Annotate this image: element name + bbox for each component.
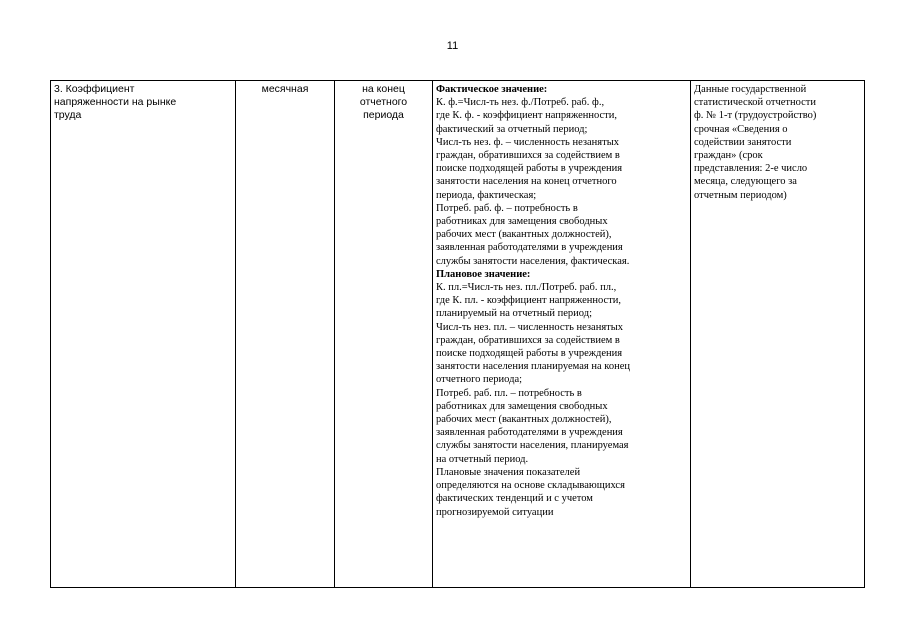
indicator-name-line: труда bbox=[54, 109, 82, 122]
method-line: Плановые значения показателей bbox=[436, 466, 581, 478]
method-line: поиске подходящей работы в учреждения bbox=[436, 348, 623, 360]
method-line: заявленная работодателями в учреждения bbox=[436, 242, 623, 254]
method-line: прогнозируемой ситуации bbox=[436, 506, 554, 518]
plan-lines bbox=[436, 281, 687, 519]
method-line: где К. ф. - коэффициент напряженности, bbox=[436, 110, 617, 122]
indicator-table bbox=[50, 80, 865, 588]
date-line: периода bbox=[363, 109, 404, 122]
method-line: службы занятости населения, фактическая. bbox=[436, 255, 630, 267]
periodicity-text: месячная bbox=[261, 83, 309, 95]
method-line: планируемый на отчетный период; bbox=[436, 308, 592, 320]
indicator-name-line: напряженности на рынке bbox=[54, 96, 177, 109]
source-line: отчетным периодом) bbox=[694, 189, 787, 201]
indicator-name-cell bbox=[51, 81, 236, 588]
method-line: занятости населения планируемая на конец bbox=[436, 361, 630, 373]
source-line: ф. № 1-т (трудоустройство) bbox=[694, 110, 817, 122]
method-line: занятости населения на конец отчетного bbox=[436, 176, 617, 188]
method-line: рабочих мест (вакантных должностей), bbox=[436, 229, 612, 241]
source-cell bbox=[691, 81, 865, 588]
source-line: содействии занятости bbox=[694, 136, 792, 148]
method-line: Потреб. раб. ф. – потребность в bbox=[436, 202, 578, 214]
method-line: периода, фактическая; bbox=[436, 189, 537, 201]
method-line: Числ-ть нез. ф. – численность незанятых bbox=[436, 136, 620, 148]
method-line: отчетного периода; bbox=[436, 374, 523, 386]
source-line: представления: 2-е число bbox=[694, 163, 808, 175]
method-line: определяются на основе складывающихся bbox=[436, 480, 625, 492]
actual-lines bbox=[436, 96, 687, 268]
method-line: К. ф.=Числ-ть нез. ф./Потреб. раб. ф., bbox=[436, 97, 605, 109]
method-line: граждан, обратившихся за содействием в bbox=[436, 150, 620, 162]
method-line: граждан, обратившихся за содействием в bbox=[436, 334, 620, 346]
method-line: работниках для замещения свободных bbox=[436, 400, 608, 412]
method-line: Числ-ть нез. пл. – численность незанятых bbox=[436, 321, 624, 333]
indicator-name-line: 3. Коэффициент bbox=[54, 83, 135, 95]
method-line: К. пл.=Числ-ть нез. пл./Потреб. раб. пл., bbox=[436, 282, 617, 294]
method-line: фактический за отчетный период; bbox=[436, 123, 588, 135]
actual-heading: Фактическое значение: bbox=[436, 84, 548, 95]
method-line: Потреб. раб. пл. – потребность в bbox=[436, 387, 582, 399]
source-line: месяца, следующего за bbox=[694, 176, 797, 188]
source-line: граждан» (срок bbox=[694, 150, 763, 162]
page-number: 11 bbox=[446, 40, 459, 52]
method-cell bbox=[433, 81, 691, 588]
date-cell bbox=[335, 81, 433, 588]
plan-heading: Плановое значение: bbox=[436, 268, 531, 280]
date-line: отчетного bbox=[359, 96, 408, 109]
date-line: на конец bbox=[362, 83, 405, 95]
method-line: на отчетный период. bbox=[436, 453, 529, 465]
method-line: поиске подходящей работы в учреждения bbox=[436, 163, 623, 175]
source-line: срочная «Сведения о bbox=[694, 123, 788, 135]
method-line: рабочих мест (вакантных должностей), bbox=[436, 414, 612, 426]
source-line: статистической отчетности bbox=[694, 97, 816, 109]
method-line: фактических тенденций и с учетом bbox=[436, 493, 593, 505]
method-line: работниках для замещения свободных bbox=[436, 216, 608, 228]
source-line: Данные государственной bbox=[694, 84, 807, 95]
table-row bbox=[51, 81, 865, 588]
method-line: службы занятости населения, планируемая bbox=[436, 440, 629, 452]
periodicity-cell bbox=[236, 81, 335, 588]
method-line: заявленная работодателями в учреждения bbox=[436, 427, 623, 439]
method-line: где К. пл. - коэффициент напряженности, bbox=[436, 295, 622, 307]
